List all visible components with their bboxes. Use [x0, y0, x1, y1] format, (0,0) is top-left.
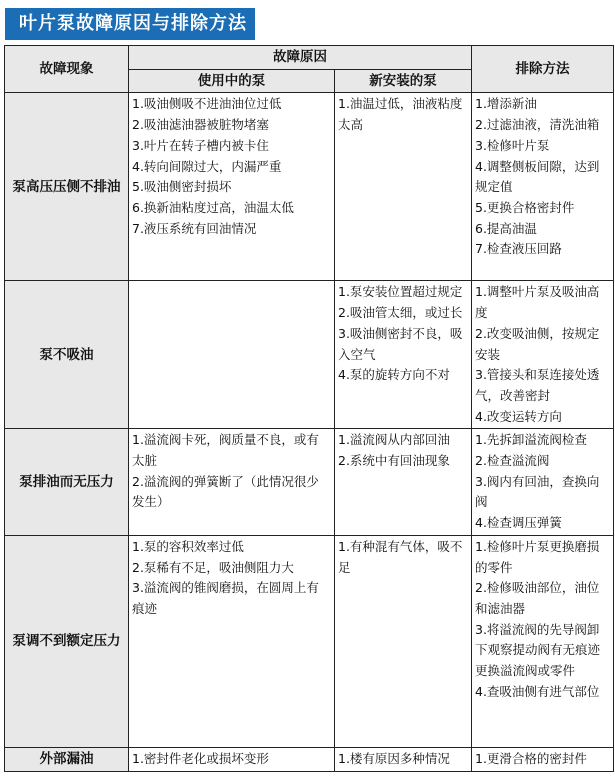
list-item: 1.溢流阀卡死，阀质量不良，或有太脏: [132, 432, 319, 469]
cause-cell-new: [335, 93, 472, 281]
cause-cell-new: [335, 281, 472, 429]
remedy-cell: [472, 93, 614, 281]
list-item: 2.检查溢流阀: [475, 453, 550, 469]
fault-symptom: 泵高压压侧不排油: [5, 93, 129, 281]
remedy-cell: [472, 535, 614, 747]
list-item: 1.泵安装位置超过规定: [338, 284, 463, 300]
list-item: 7.检查液压回路: [475, 241, 562, 257]
table-row: [5, 93, 614, 281]
list-item: 1.油温过低，油液粘度太高: [338, 96, 463, 133]
list-item: 2.溢流阀的弹簧断了（此情况很少发生）: [132, 473, 319, 510]
list-item: 2.系统中有回油现象: [338, 453, 450, 469]
list-item: 4.泵的旋转方向不对: [338, 367, 450, 383]
list-item: 3.溢流阀的锥阀磨损，在圆周上有痕迹: [132, 580, 319, 616]
cause-cell-in-use: [129, 429, 335, 536]
cause-cell-new: [335, 747, 472, 771]
fault-table: [4, 45, 614, 772]
list-item: 3.将溢流阀的先导阀卸下观察提动阀有无痕迹更换溢流阀或零件: [475, 621, 601, 679]
fault-symptom: 外部漏油: [5, 747, 129, 771]
list-item: 1.泵的容积效率过低: [132, 538, 244, 554]
table-row: [5, 429, 614, 536]
table-row: [5, 747, 614, 771]
list-item: 2.吸油滤油器被脏物堵塞: [132, 117, 269, 133]
list-item: 3.叶片在转子槽内被卡住: [132, 137, 269, 153]
fault-symptom: 泵不吸油: [5, 281, 129, 429]
list-item: 2.过滤油液，清洗油箱: [475, 117, 600, 133]
list-item: 3.管接头和泵连接处透气，改善密封: [475, 367, 600, 403]
list-item: 1.调整叶片泵及吸油高度: [475, 284, 600, 321]
list-item: 1.更滑合格的密封件: [475, 750, 587, 766]
header-cause-new: 新安装的泵: [335, 69, 472, 93]
list-item: 4.转向间隙过大，内漏严重: [132, 158, 282, 174]
list-item: 4.查吸油侧有进气部位: [475, 683, 600, 699]
list-item: 1.有种混有气体，吸不足: [338, 538, 463, 575]
cause-cell-in-use: [129, 535, 335, 747]
cause-cell-in-use: [129, 281, 335, 429]
header-cause: 故障原因: [129, 46, 472, 70]
list-item: 1.密封件老化或损坏变形: [132, 750, 269, 766]
list-item: 2.泵稀有不足，吸油侧阻力大: [132, 559, 294, 575]
list-item: 2.吸油管太细，或过长: [338, 305, 463, 321]
list-item: 2.检修吸油部位，油位和滤油器: [475, 580, 600, 616]
header-remedy: 排除方法: [472, 46, 614, 93]
fault-symptom: 泵排油而无压力: [5, 429, 129, 536]
list-item: 1.检修叶片泵更换磨损的零件: [475, 538, 600, 575]
list-item: 1.先拆卸溢流阀检查: [475, 432, 587, 448]
header-cause-in-use: 使用中的泵: [129, 69, 335, 93]
list-item: 1.增添新油: [475, 96, 537, 112]
remedy-cell: [472, 281, 614, 429]
page-title: 叶片泵故障原因与排除方法: [5, 8, 255, 40]
list-item: 1.楼有原因多种情况: [338, 750, 450, 766]
list-item: 2.改变吸油侧，按规定安装: [475, 325, 600, 362]
cause-cell-new: [335, 535, 472, 747]
list-item: 3.阀内有回油，查换向阀: [475, 473, 600, 510]
cause-cell-in-use: [129, 93, 335, 281]
list-item: 7.液压系统有回油情况: [132, 220, 257, 236]
table-row: [5, 535, 614, 747]
list-item: 1.溢流阀从内部回油: [338, 432, 450, 448]
list-item: 5.吸油侧密封损坏: [132, 179, 232, 195]
list-item: 6.换新油粘度过高，油温太低: [132, 199, 294, 215]
list-item: 4.改变运转方向: [475, 408, 562, 424]
list-item: 4.检查调压弹簧: [475, 515, 562, 531]
cause-cell-in-use: [129, 747, 335, 771]
list-item: 4.调整侧板间隙，达到规定值: [475, 158, 600, 195]
table-row: [5, 281, 614, 429]
list-item: 1.吸油侧吸不进油油位过低: [132, 96, 282, 112]
remedy-cell: [472, 747, 614, 771]
cause-cell-new: [335, 429, 472, 536]
list-item: 5.更换合格密封件: [475, 199, 575, 215]
list-item: 3.吸油侧密封不良，吸入空气: [338, 325, 463, 362]
fault-symptom: 泵调不到额定压力: [5, 535, 129, 747]
list-item: 6.提高油温: [475, 220, 537, 236]
list-item: 3.检修叶片泵: [475, 137, 550, 153]
header-symptom: 故障现象: [5, 46, 129, 93]
remedy-cell: [472, 429, 614, 536]
